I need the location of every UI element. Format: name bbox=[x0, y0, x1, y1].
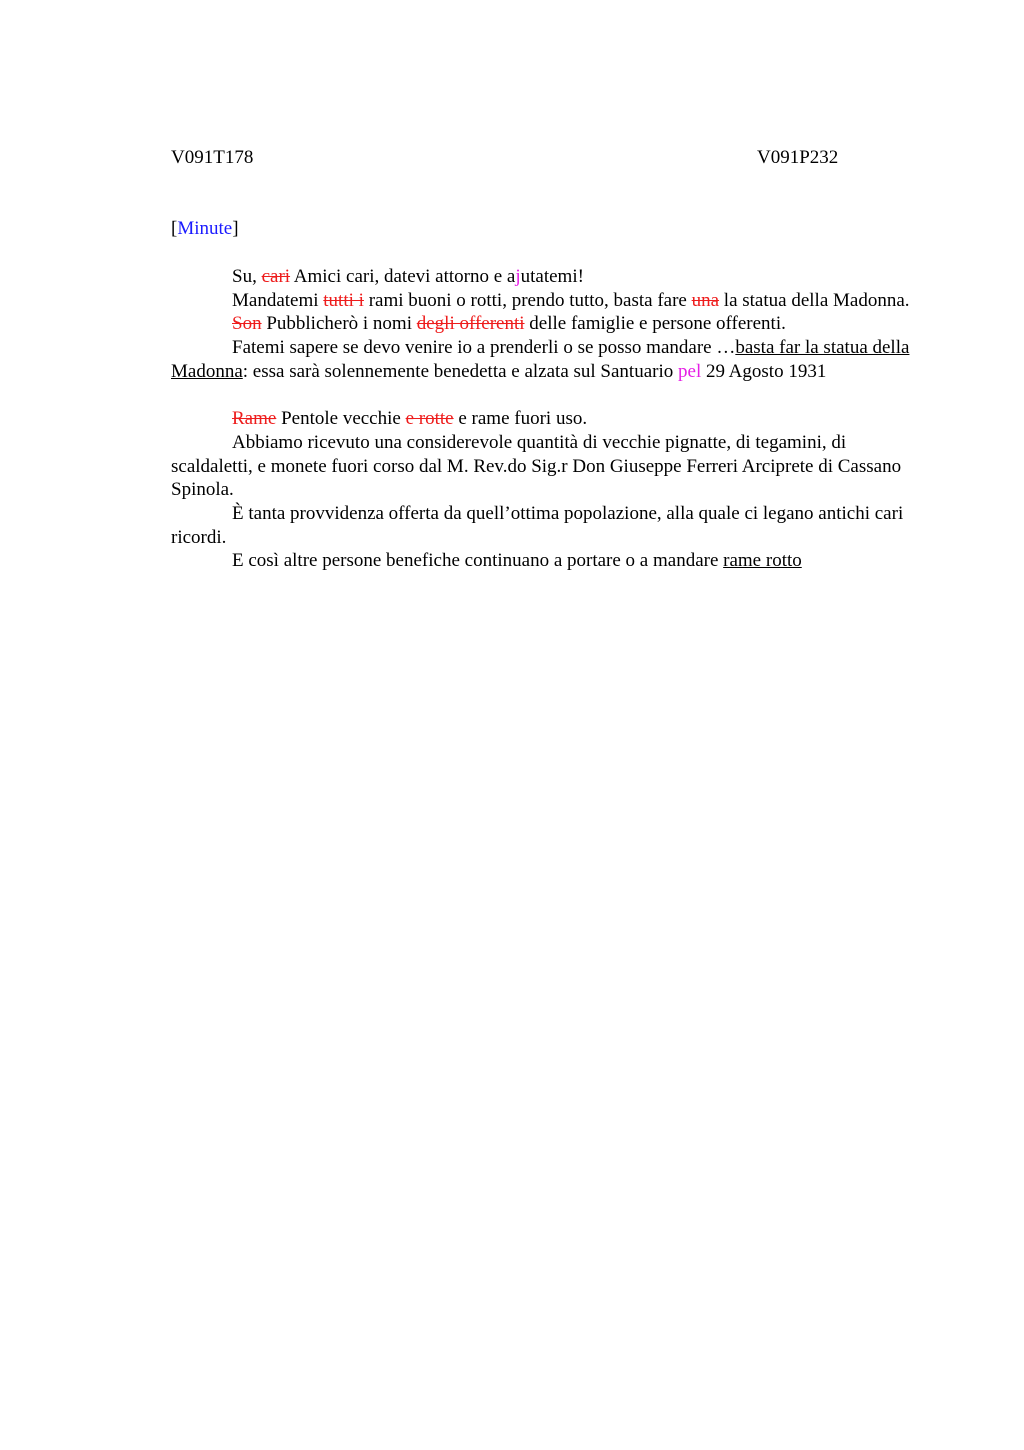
deleted-text: Rame bbox=[232, 408, 277, 430]
paragraph-gap bbox=[171, 384, 931, 408]
deleted-text: una bbox=[691, 289, 720, 311]
document-code-left: V091T178 bbox=[171, 147, 254, 168]
text-run: e rame fuori uso. bbox=[453, 408, 588, 430]
section-label bbox=[171, 217, 239, 241]
paragraph-4 bbox=[171, 336, 931, 383]
text-run: la statua della Madonna. bbox=[719, 289, 910, 311]
text-run: delle famiglie e persone offerenti. bbox=[524, 313, 786, 335]
paragraph-1 bbox=[171, 265, 931, 289]
text-run: Su, bbox=[232, 266, 262, 287]
underlined-text: basta far la statua della Madonna bbox=[171, 337, 910, 382]
text-run: utatemi! bbox=[520, 266, 584, 287]
text-run: Mandatemi bbox=[232, 289, 324, 311]
deleted-text: tutti i bbox=[323, 289, 364, 311]
section-label-text: Minute bbox=[177, 218, 233, 239]
inserted-text: pel bbox=[678, 360, 702, 382]
paragraph-7 bbox=[171, 502, 931, 549]
text-run: Pubblicherò i nomi bbox=[261, 313, 417, 335]
paragraph-2 bbox=[171, 289, 931, 313]
text-run: 29 Agosto 1931 bbox=[701, 360, 827, 382]
open-bracket: [ bbox=[171, 218, 178, 239]
text-run: Amici cari, datevi attorno e a bbox=[290, 266, 516, 287]
paragraph-3 bbox=[171, 312, 931, 336]
text-run: È tanta provvidenza offerta da quell’ottima popolazione, alla quale ci legano antichi cari ricordi. bbox=[171, 503, 904, 548]
text-run: : essa sarà solennemente benedetta e alzata sul Santuario bbox=[242, 360, 679, 382]
underlined-text: rame rotto bbox=[723, 550, 802, 572]
deleted-text: Son bbox=[232, 313, 262, 335]
document-body bbox=[171, 265, 931, 573]
text-run: E così altre persone benefiche continuano a portare o a mandare bbox=[232, 550, 724, 572]
text-run: Abbiamo ricevuto una considerevole quantità di vecchie pignatte, di tegamini, di scaldaletti, e monete fuori corso dal M. Rev.do Sig.r Don Giuseppe Ferreri Arciprete di Cassano Spinola. bbox=[171, 431, 902, 501]
inserted-text: j bbox=[515, 266, 521, 287]
deleted-text: e rotte bbox=[405, 408, 454, 430]
deleted-text: degli offerenti bbox=[416, 313, 525, 335]
document-code-right: V091P232 bbox=[757, 147, 839, 168]
text-run: rami buoni o rotti, prendo tutto, basta fare bbox=[363, 289, 692, 311]
text-run: Pentole vecchie bbox=[276, 408, 406, 430]
paragraph-8 bbox=[171, 549, 931, 573]
text-run: Fatemi sapere se devo venire io a prenderli o se posso mandare … bbox=[232, 337, 736, 359]
paragraph-5 bbox=[171, 407, 931, 431]
paragraph-6 bbox=[171, 431, 931, 502]
close-bracket: ] bbox=[232, 218, 239, 239]
deleted-text: cari bbox=[261, 266, 291, 287]
